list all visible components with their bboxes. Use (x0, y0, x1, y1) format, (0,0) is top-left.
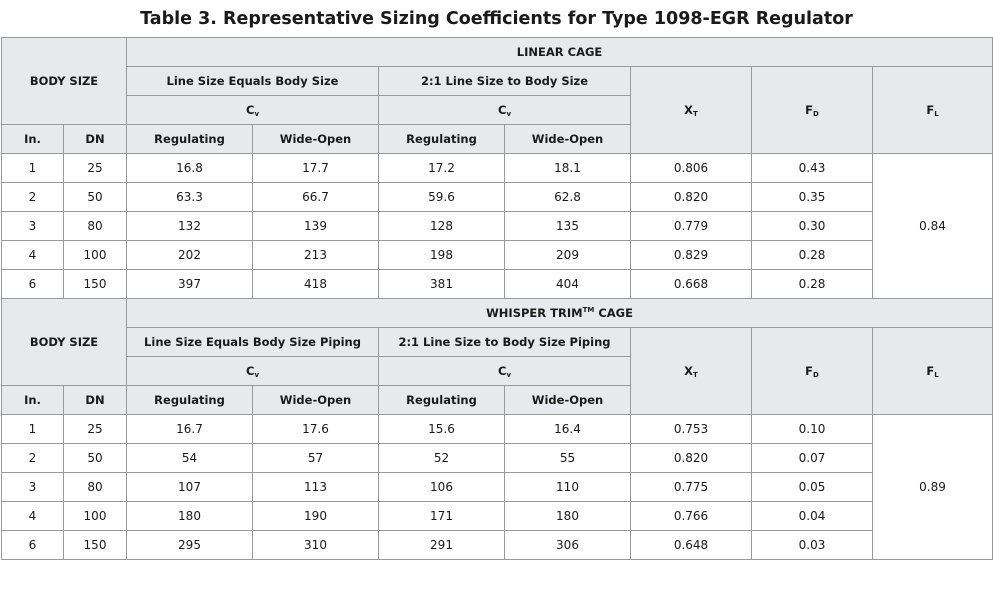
table-row: 2 50 63.3 66.7 59.6 62.8 0.820 0.35 (2, 183, 993, 212)
regulating-header: Regulating (127, 386, 253, 415)
body-size-header: BODY SIZE (2, 38, 127, 125)
wide-open-header: Wide-Open (505, 125, 631, 154)
whisper-trim-section (2, 299, 993, 560)
table-row: 2 50 54 57 52 55 0.820 0.07 (2, 444, 993, 473)
fd-header: $F_D$ (752, 328, 873, 415)
fl-header: $F_L$ (873, 67, 993, 154)
header-row (2, 38, 993, 67)
header-row (2, 67, 993, 96)
table-row: 6 150 295 310 291 306 0.648 0.03 (2, 531, 993, 560)
cv-header: $C_v$ (379, 96, 631, 125)
header-row (2, 299, 993, 328)
xt-header: $X_T$ (631, 67, 752, 154)
body-size-header: BODY SIZE (2, 299, 127, 386)
dn-header: DN (64, 125, 127, 154)
cv-header: $C_v$ (127, 96, 379, 125)
header-row (2, 328, 993, 357)
cv-header: $C_v$ (127, 357, 379, 386)
linear-cage-section (2, 38, 993, 299)
line-size-equal-header: Line Size Equals Body Size (127, 67, 379, 96)
line-size-2to1-header: 2:1 Line Size to Body Size (379, 67, 631, 96)
table-row: 3 80 132 139 128 135 0.779 0.30 (2, 212, 993, 241)
fl-value: 0.84 (873, 154, 993, 299)
table-title: Table 3. Representative Sizing Coefficients for Type 1098-EGR Regulator (140, 9, 853, 29)
table-row: 4 100 180 190 171 180 0.766 0.04 (2, 502, 993, 531)
whisper-trim-header: WHISPER TRIM™ CAGE (127, 299, 993, 328)
wide-open-header: Wide-Open (253, 125, 379, 154)
in-header: In. (2, 125, 64, 154)
regulating-header: Regulating (379, 125, 505, 154)
table-row: 1 25 16.8 17.7 17.2 18.1 0.806 0.43 0.84 (2, 154, 993, 183)
wide-open-header: Wide-Open (505, 386, 631, 415)
in-header: In. (2, 386, 64, 415)
linear-cage-header: LINEAR CAGE (127, 38, 993, 67)
sizing-coefficients-table (1, 37, 993, 560)
dn-header: DN (64, 386, 127, 415)
table-row: 3 80 107 113 106 110 0.775 0.05 (2, 473, 993, 502)
line-size-2to1-header: 2:1 Line Size to Body Size Piping (379, 328, 631, 357)
fd-header: $F_D$ (752, 67, 873, 154)
regulating-header: Regulating (127, 125, 253, 154)
regulating-header: Regulating (379, 386, 505, 415)
xt-header: $X_T$ (631, 328, 752, 415)
cv-header: $C_v$ (379, 357, 631, 386)
line-size-equal-header: Line Size Equals Body Size Piping (127, 328, 379, 357)
fl-header: $F_L$ (873, 328, 993, 415)
fl-value: 0.89 (873, 415, 993, 560)
wide-open-header: Wide-Open (253, 386, 379, 415)
table-row: 1 25 16.7 17.6 15.6 16.4 0.753 0.10 0.89 (2, 415, 993, 444)
table-row: 4 100 202 213 198 209 0.829 0.28 (2, 241, 993, 270)
table-row: 6 150 397 418 381 404 0.668 0.28 (2, 270, 993, 299)
